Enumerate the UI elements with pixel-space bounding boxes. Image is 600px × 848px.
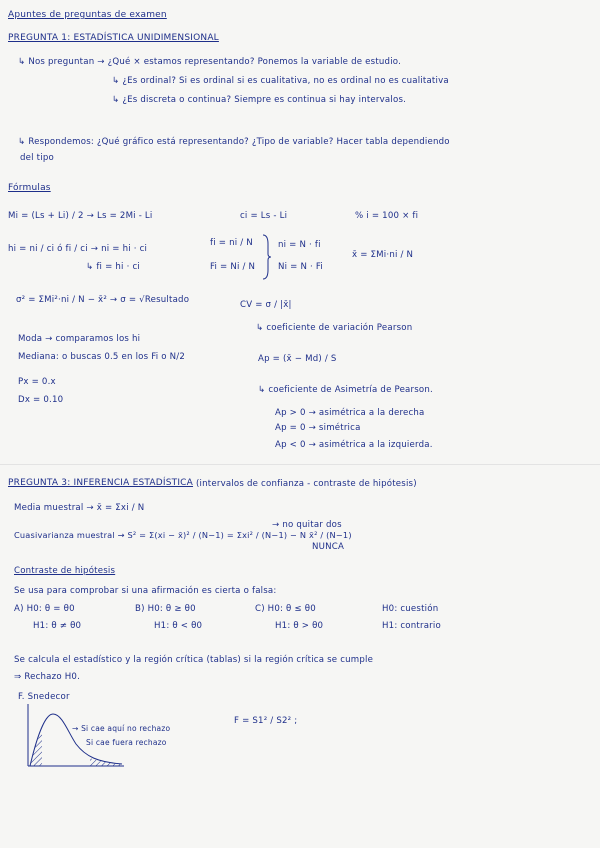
formula-fi-from-height: ↳ fi = hi · ci xyxy=(86,262,140,272)
formula-quasivariance: Cuasivarianza muestral → S² = Σ(xi − x̄)² / (N−1) = Σxi² / (N−1) − N x̄² / (N−1) xyxy=(14,530,352,540)
snedecor-distribution-sketch xyxy=(18,702,130,792)
answer-line-1: ↳ Respondemos: ¿Qué gráfico está representando? ¿Tipo de variable? Hacer tabla dependiendo xyxy=(18,137,450,147)
question-line-3: ↳ ¿Es discreta o continua? Siempre es continua si hay intervalos. xyxy=(112,95,407,105)
brace-icon xyxy=(262,234,272,280)
formula-percentile: Px = 0.x xyxy=(18,377,56,387)
formula-relative-frequency: fi = ni / N xyxy=(210,238,253,248)
hypothesis-a-h0: A) H0: θ = θ0 xyxy=(14,604,75,614)
formula-f-ratio: F = S1² / S2² ; xyxy=(234,716,298,726)
formula-variance: σ² = ΣMi²·ni / N − x̄² → σ = √Resultado xyxy=(16,295,190,305)
formula-median: Mediana: o buscas 0.5 en los Fi o N/2 xyxy=(18,352,186,362)
section-heading-pregunta-1: PREGUNTA 1: ESTADÍSTICA UNIDIMENSIONAL xyxy=(8,33,219,43)
quasivariance-note-never: NUNCA xyxy=(312,542,345,552)
quasivariance-note: → no quitar dos xyxy=(272,520,342,530)
section-heading-note: (intervalos de confianza - contraste de hipótesis) xyxy=(196,479,417,489)
formula-cv: CV = σ / |x̄| xyxy=(240,300,292,310)
hypothesis-h0-meaning: H0: cuestión xyxy=(382,604,439,614)
procedure-line-2: ⇒ Rechazo H0. xyxy=(14,672,81,682)
procedure-line-1: Se calcula el estadístico y la región crítica (tablas) si la región crítica se cumple xyxy=(14,655,374,665)
hypothesis-h1-meaning: H1: contrario xyxy=(382,621,441,631)
page-title: Apuntes de preguntas de examen xyxy=(8,10,167,20)
snedecor-label: F. Snedecor xyxy=(18,692,70,702)
formula-mean: x̄ = ΣMi·ni / N xyxy=(352,250,414,260)
section-heading-pregunta-3: PREGUNTA 3: INFERENCIA ESTADÍSTICA xyxy=(8,478,194,488)
formula-sample-mean: Media muestral → x̄ = Σxi / N xyxy=(14,503,145,513)
formula-decile: Dx = 0.10 xyxy=(18,395,64,405)
hypothesis-c-h0: C) H0: θ ≤ θ0 xyxy=(255,604,316,614)
hypothesis-b-h0: B) H0: θ ≥ θ0 xyxy=(135,604,196,614)
formula-asymmetry: Ap = (x̄ − Md) / S xyxy=(258,354,337,364)
hypothesis-a-h1: H1: θ ≠ θ0 xyxy=(33,621,82,631)
formula-mode: Moda → comparamos los hi xyxy=(18,334,141,344)
page-fold xyxy=(0,464,600,465)
formulas-heading: Fórmulas xyxy=(8,183,51,193)
question-line-2: ↳ ¿Es ordinal? Si es ordinal si es cualitativa, no es ordinal no es cualitativa xyxy=(112,76,449,86)
hypothesis-intro: Se usa para comprobar si una afirmación es cierta o falsa: xyxy=(14,586,277,596)
hypothesis-heading: Contraste de hipótesis xyxy=(14,566,116,576)
formula-ni: ni = N · fi xyxy=(278,240,321,250)
hypothesis-b-h1: H1: θ < θ0 xyxy=(154,621,203,631)
formula-percentage: % i = 100 × fi xyxy=(355,211,419,221)
snedecor-note-reject: Si cae fuera rechazo xyxy=(86,738,167,747)
asymmetry-case-zero: Ap = 0 → simétrica xyxy=(275,423,361,433)
asymmetry-case-negative: Ap < 0 → asimétrica a la izquierda. xyxy=(275,440,433,450)
formula-asymmetry-label: ↳ coeficiente de Asimetría de Pearson. xyxy=(258,385,433,395)
question-line-1: ↳ Nos preguntan → ¿Qué × estamos representando? Ponemos la variable de estudio. xyxy=(18,57,402,67)
formula-cv-label: ↳ coeficiente de variación Pearson xyxy=(256,323,413,333)
formula-midpoint: Mi = (Ls + Li) / 2 → Ls = 2Mi - Li xyxy=(8,211,153,221)
snedecor-note-accept: → Si cae aquí no rechazo xyxy=(72,724,171,733)
formula-height: hi = ni / ci ó fi / ci → ni = hi · ci xyxy=(8,244,148,254)
asymmetry-case-positive: Ap > 0 → asimétrica a la derecha xyxy=(275,408,425,418)
hypothesis-c-h1: H1: θ > θ0 xyxy=(275,621,324,631)
formula-Ni: Ni = N · Fi xyxy=(278,262,324,272)
answer-line-2: del tipo xyxy=(20,153,54,163)
formula-class-width: ci = Ls - Li xyxy=(240,211,288,221)
formula-cumulative-relative-frequency: Fi = Ni / N xyxy=(210,262,256,272)
